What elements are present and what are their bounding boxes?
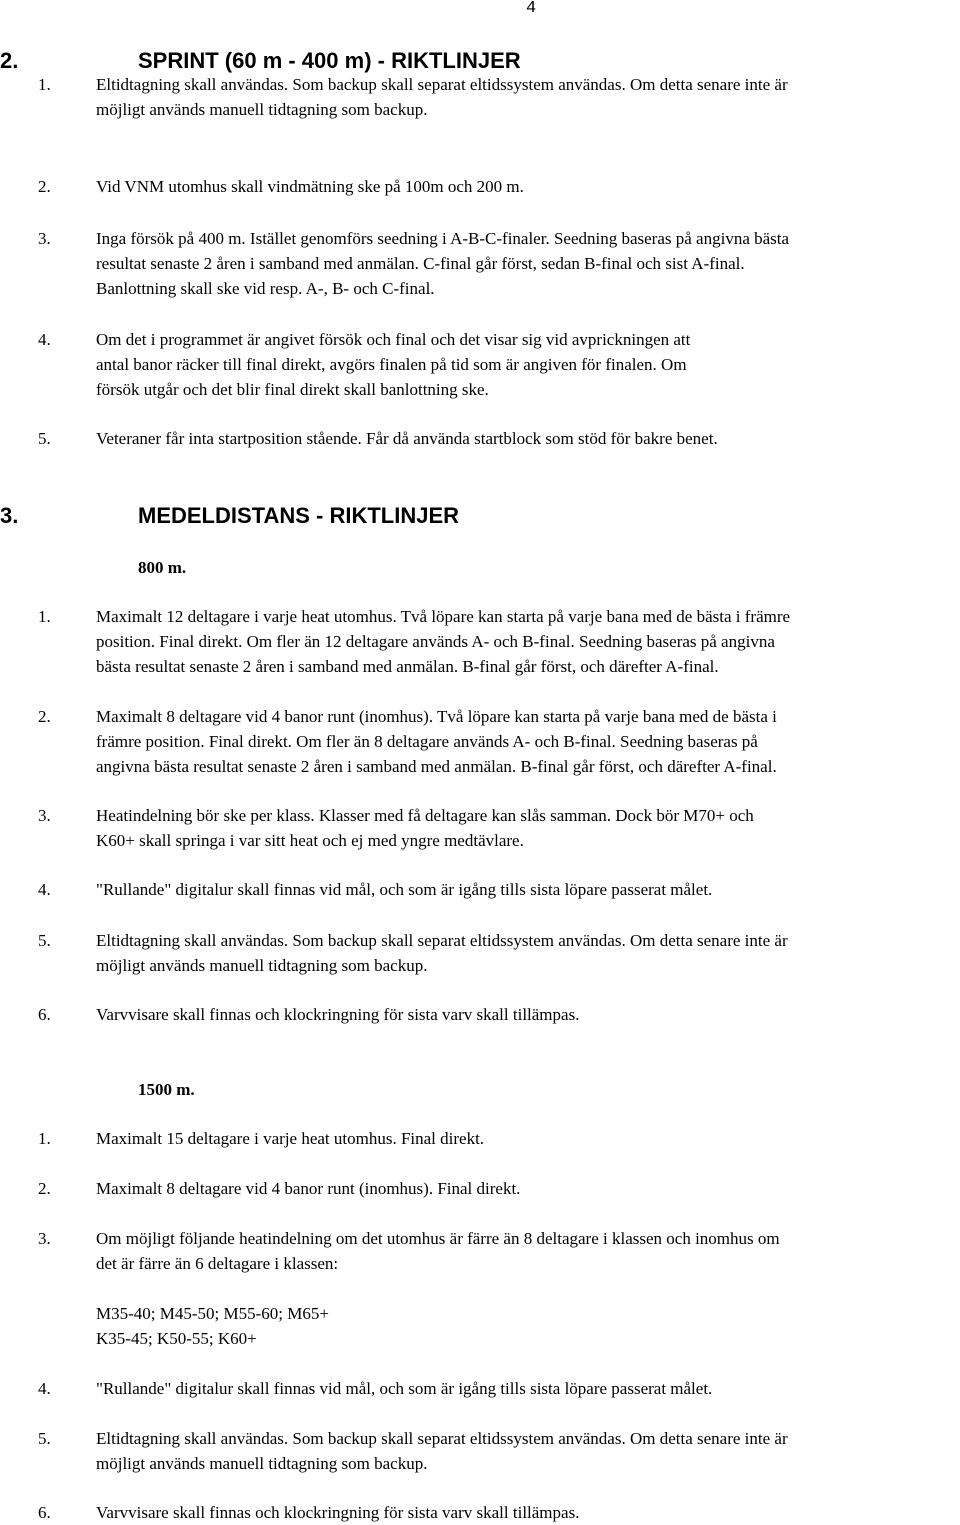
- item-text: [96, 1376, 960, 1401]
- item-text: [96, 426, 960, 451]
- item-number: 2.: [38, 1179, 51, 1198]
- text-line: Om det i programmet är angivet försök och final och det visar sig vid avprickningen att: [96, 330, 691, 349]
- item-text: [96, 1226, 960, 1276]
- page-number: 4: [526, 0, 537, 18]
- item-number: 1.: [38, 75, 51, 94]
- text-line: Vid VNM utomhus skall vindmätning ske på 100m och 200 m.: [96, 177, 524, 196]
- class-groups: [96, 1301, 329, 1351]
- text-line: möjligt används manuell tidtagning som backup.: [96, 1454, 428, 1473]
- text-line: möjligt används manuell tidtagning som backup.: [96, 956, 428, 975]
- text-line: resultat senaste 2 åren i samband med anmälan. C-final går först, sedan B-final och sist A-final.: [96, 254, 745, 273]
- subheading-800m: 800 m.: [138, 558, 187, 577]
- item-number: 5.: [38, 429, 51, 448]
- item-text: [96, 72, 960, 122]
- text-line: Maximalt 15 deltagare i varje heat utomhus. Final direkt.: [96, 1129, 485, 1148]
- item-text: [96, 1500, 960, 1525]
- text-line: Eltidtagning skall användas. Som backup skall separat eltidssystem användas. Om detta senare inte är: [96, 1429, 788, 1448]
- subheading-1500m: 1500 m.: [138, 1080, 195, 1099]
- item-text: [96, 226, 960, 301]
- text-line: bästa resultat senaste 2 åren i samband med anmälan. B-final går först, och därefter A-final.: [96, 657, 719, 676]
- text-line: Inga försök på 400 m. Istället genomförs seedning i A-B-C-finaler. Seedning baseras på angivna bästa: [96, 229, 790, 248]
- text-line: "Rullande" digitalur skall finnas vid mål, och som är igång tills sista löpare passerat målet.: [96, 880, 713, 899]
- item-number: 5.: [38, 931, 51, 950]
- section-number: 3.: [0, 503, 19, 528]
- text-line: främre position. Final direkt. Om fler än 8 deltagare används A- och B-final. Seedning baseras på: [96, 732, 758, 751]
- text-line: Varvvisare skall finnas och klockringning för sista varv skall tillämpas.: [96, 1005, 580, 1024]
- item-number: 2.: [38, 177, 51, 196]
- text-line: Maximalt 8 deltagare vid 4 banor runt (inomhus). Två löpare kan starta på varje bana med de bästa i: [96, 707, 777, 726]
- item-number: 3.: [38, 229, 51, 248]
- text-line: K60+ skall springa i var sitt heat och ej med yngre medtävlare.: [96, 831, 524, 850]
- text-line: position. Final direkt. Om fler än 12 deltagare används A- och B-final. Seedning baseras på angivna: [96, 632, 775, 651]
- class-group-men: M35-40; M45-50; M55-60; M65+: [96, 1304, 329, 1323]
- item-text: [96, 1176, 960, 1201]
- item-text: [96, 327, 960, 402]
- text-line: det är färre än 6 deltagare i klassen:: [96, 1254, 339, 1273]
- text-line: Eltidtagning skall användas. Som backup skall separat eltidssystem användas. Om detta senare inte är: [96, 75, 788, 94]
- item-number: 3.: [38, 1229, 51, 1248]
- item-text: [96, 928, 960, 978]
- item-text: [96, 1126, 960, 1151]
- item-number: 2.: [38, 707, 51, 726]
- item-number: 1.: [38, 607, 51, 626]
- item-text: [96, 803, 960, 853]
- item-number: 4.: [38, 1379, 51, 1398]
- section-title: MEDELDISTANS - RIKTLINJER: [138, 503, 460, 528]
- item-number: 6.: [38, 1503, 51, 1522]
- section-title: SPRINT (60 m - 400 m) - RIKTLINJER: [138, 48, 521, 73]
- text-line: försök utgår och det blir final direkt skall banlottning ske.: [96, 380, 489, 399]
- item-text: [96, 604, 960, 679]
- text-line: Eltidtagning skall användas. Som backup skall separat eltidssystem användas. Om detta senare inte är: [96, 931, 788, 950]
- item-number: 6.: [38, 1005, 51, 1024]
- section-number: 2.: [0, 48, 19, 73]
- text-line: Varvvisare skall finnas och klockringning för sista varv skall tillämpas.: [96, 1503, 580, 1522]
- class-group-women: K35-45; K50-55; K60+: [96, 1329, 257, 1348]
- item-number: 4.: [38, 880, 51, 899]
- item-number: 1.: [38, 1129, 51, 1148]
- text-line: Banlottning skall ske vid resp. A-, B- och C-final.: [96, 279, 435, 298]
- text-line: angivna bästa resultat senaste 2 åren i samband med anmälan. B-final går först, och därefter A-final.: [96, 757, 777, 776]
- item-number: 5.: [38, 1429, 51, 1448]
- text-line: antal banor räcker till final direkt, avgörs finalen på tid som är angiven för finalen. Om: [96, 355, 687, 374]
- item-number: 4.: [38, 330, 51, 349]
- item-text: [96, 704, 960, 779]
- item-text: [96, 877, 960, 902]
- item-text: [96, 1426, 960, 1476]
- text-line: Maximalt 12 deltagare i varje heat utomhus. Två löpare kan starta på varje bana med de bästa i främre: [96, 607, 791, 626]
- text-line: Veteraner får inta startposition stående. Får då använda startblock som stöd för bakre benet.: [96, 429, 718, 448]
- item-text: [96, 174, 960, 199]
- text-line: Heatindelning bör ske per klass. Klasser med få deltagare kan slås samman. Dock bör M70+ och: [96, 806, 754, 825]
- item-number: 3.: [38, 806, 51, 825]
- text-line: "Rullande" digitalur skall finnas vid mål, och som är igång tills sista löpare passerat målet.: [96, 1379, 713, 1398]
- item-text: [96, 1002, 960, 1027]
- text-line: möjligt används manuell tidtagning som backup.: [96, 100, 428, 119]
- text-line: Maximalt 8 deltagare vid 4 banor runt (inomhus). Final direkt.: [96, 1179, 521, 1198]
- text-line: Om möjligt följande heatindelning om det utomhus är färre än 8 deltagare i klassen och inomhus om: [96, 1229, 780, 1248]
